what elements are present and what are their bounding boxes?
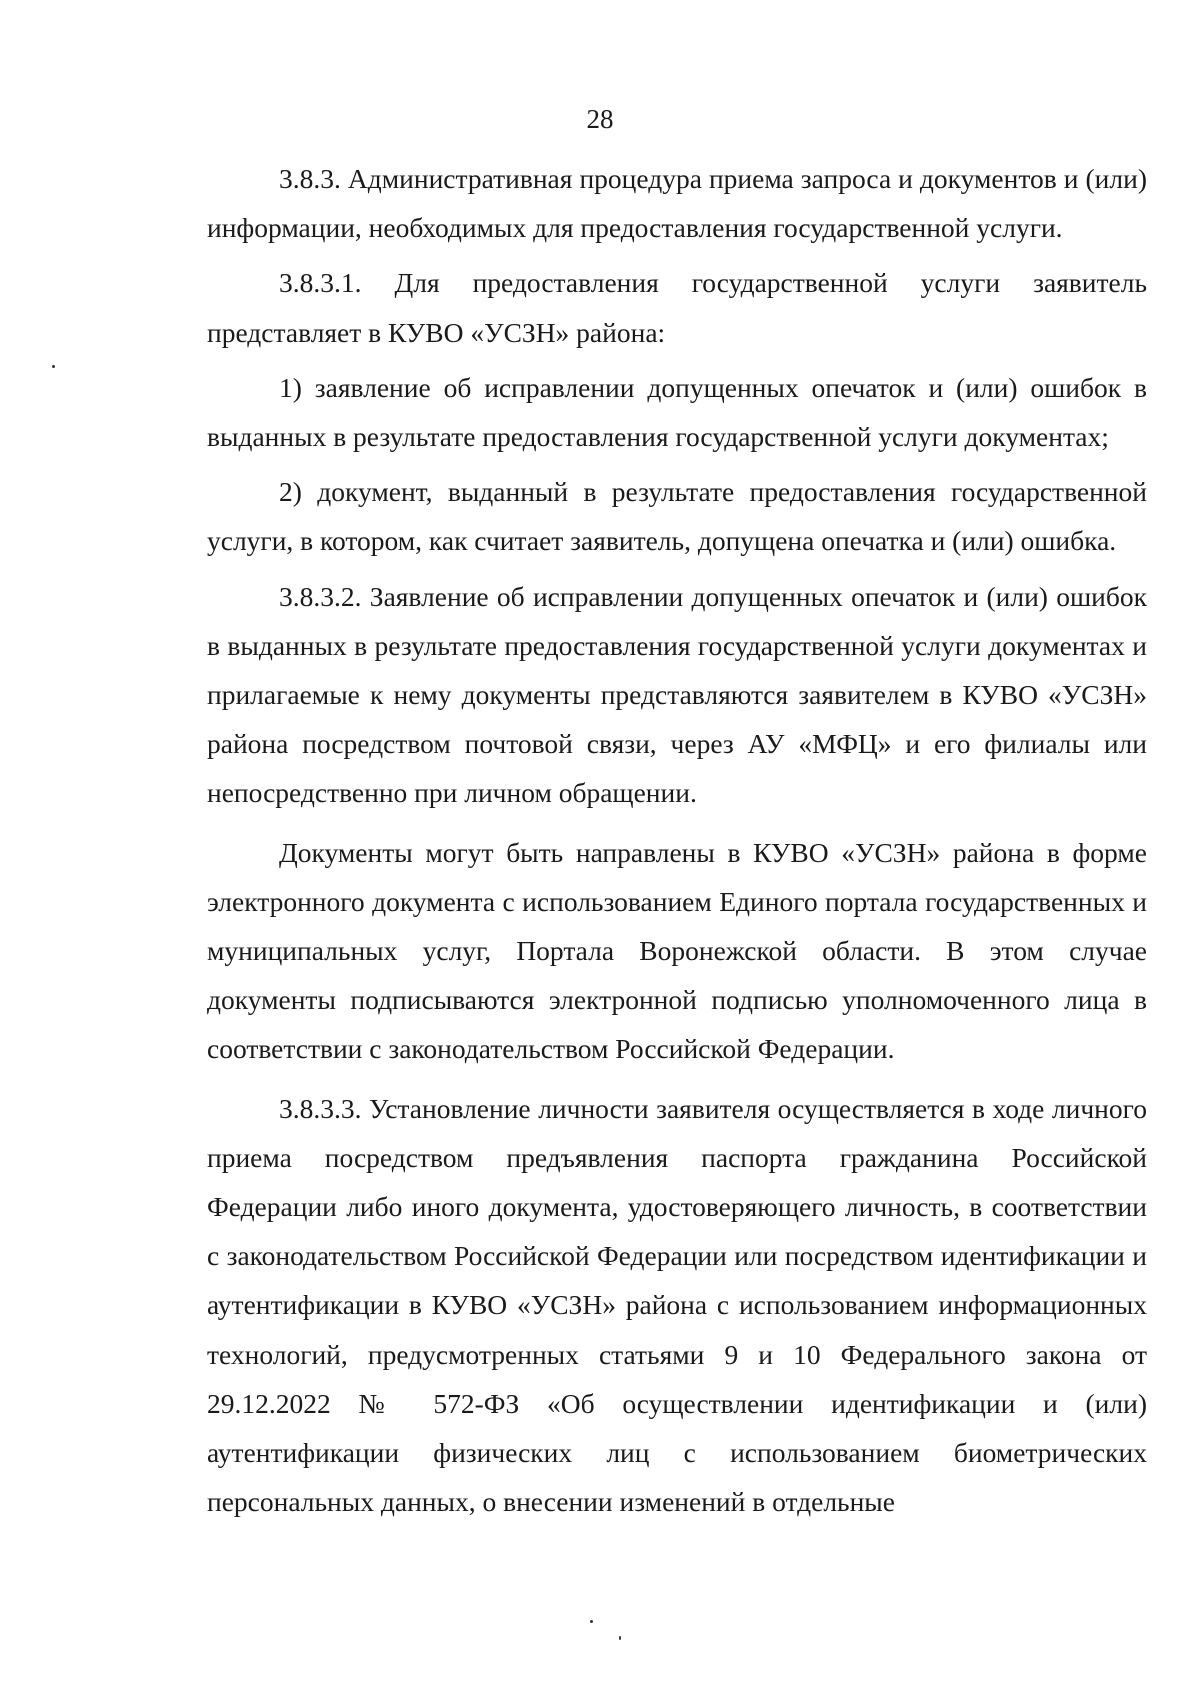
page-number: 28: [586, 104, 614, 134]
scan-speck: [52, 365, 55, 368]
list-item-2: 2) документ, выданный в результате предоставления государственной услуги, в котором, как считает заявитель, допущена опечатка и (или) ошибка.: [207, 476, 1147, 557]
document-body: [207, 154, 1147, 1526]
scan-speck: [619, 1636, 621, 1640]
list-item-1: 1) заявление об исправлении допущенных опечаток и (или) ошибок в выданных в результате предоставления государственной услуги документах;: [207, 371, 1147, 453]
paragraph-electronic-documents: Документы могут быть направлены в КУВО «УСЗН» района в форме электронного документа с использованием Единого портала государственных и муниципальных услуг, Портала Воронежской области. В этом случае документы подписываются электронной подписью уполномоченного лица в соответствии с законодательством Российской Федерации.: [207, 836, 1147, 1065]
paragraph-3-8-3-3: 3.8.3.3. Установление личности заявителя осуществляется в ходе личного приема посредством предъявления паспорта гражданина Российской Федерации либо иного документа, удостоверяющего личность, в соответствии с законодательством Российской Федерации или посредством идентификации и аутентификации в КУВО «УСЗН» района с использованием информационных технологий, предусмотренных статьями 9 и 10 Федерального закона от 29.12.2022 № 572-ФЗ «Об осуществлении идентификации и (или) аутентификации физических лиц с использованием биометрических персональных данных, о внесении изменений в отдельные: [207, 1092, 1147, 1518]
scan-speck: [590, 1620, 593, 1623]
paragraph-3-8-3-1: 3.8.3.1. Для предоставления государственной услуги заявитель представляет в КУВО «УСЗН» района:: [207, 267, 1147, 348]
paragraph-3-8-3-2: 3.8.3.2. Заявление об исправлении допущенных опечаток и (или) ошибок в выданных в результате предоставления государственной услуги документах и прилагаемые к нему документы представляются заявителем в КУВО «УСЗН» района посредством почтовой связи, через АУ «МФЦ» и его филиалы или непосредственно при личном обращении.: [207, 580, 1147, 809]
paragraph-3-8-3: 3.8.3. Административная процедура приема запроса и документов и (или) информации, необходимых для предоставления государственной услуги.: [207, 163, 1147, 244]
